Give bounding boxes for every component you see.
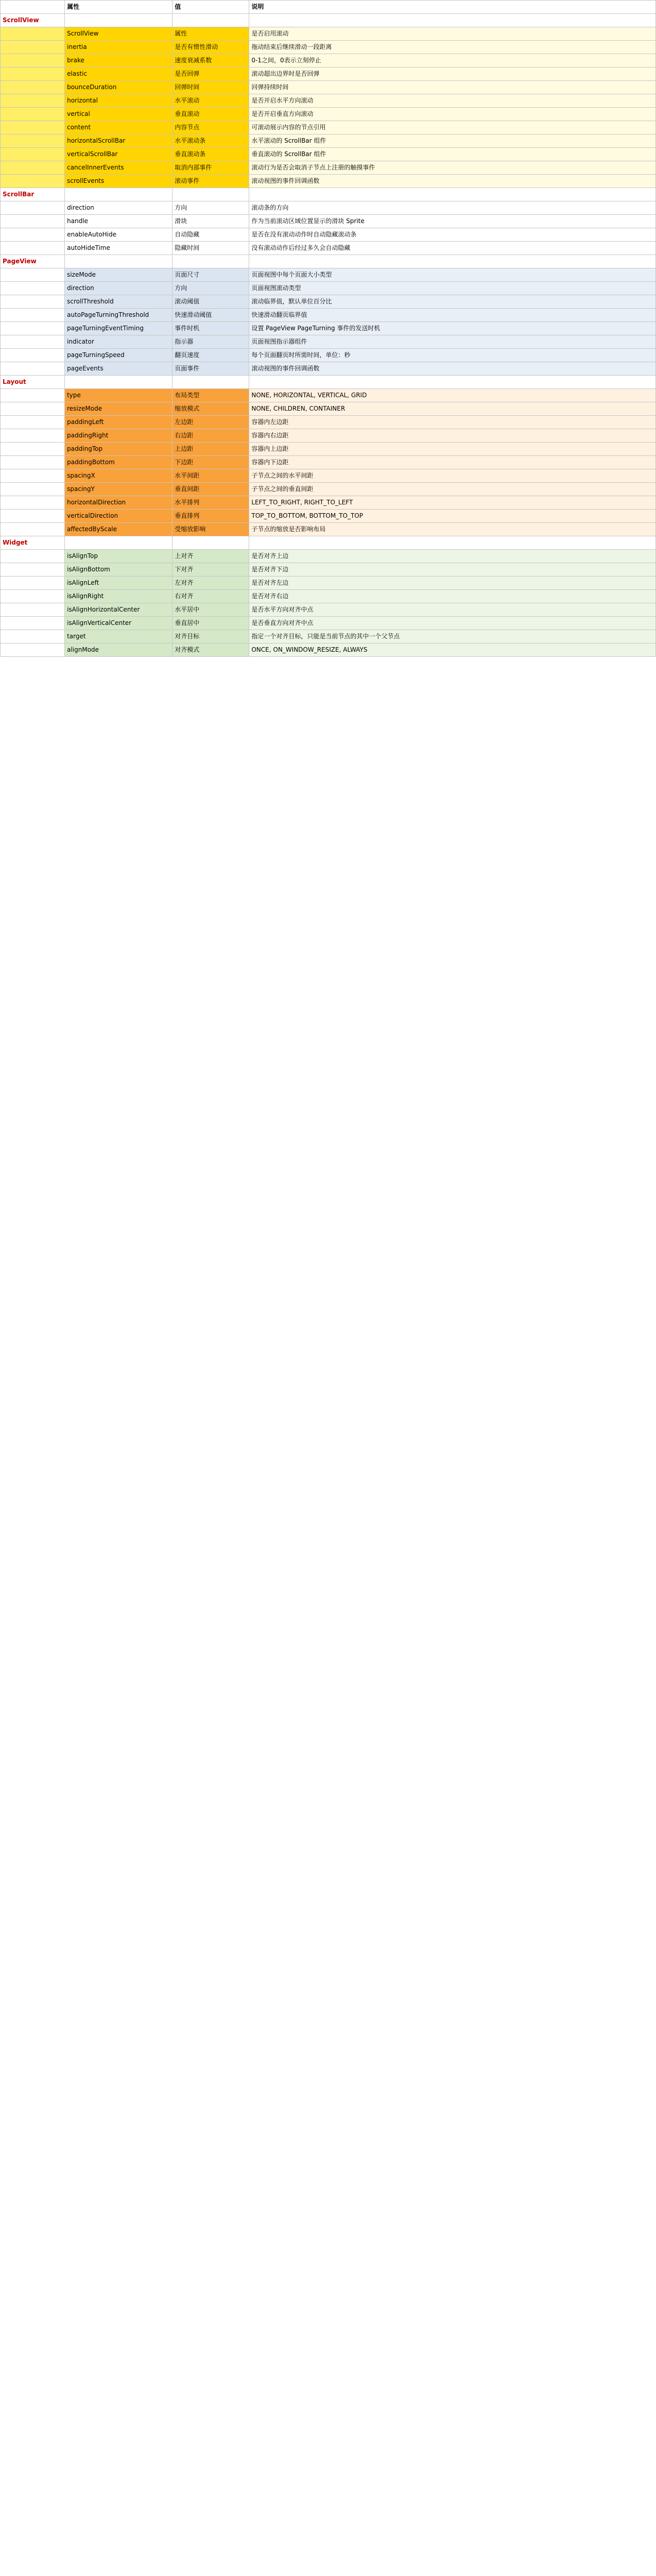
row-gutter-cell bbox=[1, 389, 65, 402]
property-table-body bbox=[1, 1, 656, 657]
property-cell: ScrollView bbox=[65, 27, 172, 41]
table-row bbox=[1, 416, 656, 429]
table-row bbox=[1, 215, 656, 228]
description-cell: 滚动视图的事件回调函数 bbox=[249, 175, 656, 188]
description-cell: 容器内下边距 bbox=[249, 456, 656, 469]
row-gutter-cell bbox=[1, 483, 65, 496]
empty-cell bbox=[65, 536, 172, 550]
table-row bbox=[1, 282, 656, 295]
value-cell: 对齐模式 bbox=[172, 643, 249, 657]
row-gutter-cell bbox=[1, 27, 65, 41]
description-cell: 回弹持续时间 bbox=[249, 81, 656, 94]
description-cell: 没有滚动动作后经过多久会自动隐藏 bbox=[249, 242, 656, 255]
property-cell: isAlignBottom bbox=[65, 563, 172, 577]
property-cell: cancelInnerEvents bbox=[65, 161, 172, 175]
description-cell: 子节点之间的垂直间距 bbox=[249, 483, 656, 496]
description-cell: TOP_TO_BOTTOM, BOTTOM_TO_TOP bbox=[249, 510, 656, 523]
property-cell: scrollEvents bbox=[65, 175, 172, 188]
row-gutter-cell bbox=[1, 443, 65, 456]
row-gutter-cell bbox=[1, 121, 65, 134]
table-row bbox=[1, 456, 656, 469]
empty-cell bbox=[249, 536, 656, 550]
description-cell: 滚动条的方向 bbox=[249, 201, 656, 215]
table-row bbox=[1, 242, 656, 255]
description-cell: 垂直滚动的 ScrollBar 组件 bbox=[249, 148, 656, 161]
table-row bbox=[1, 27, 656, 41]
property-cell: paddingLeft bbox=[65, 416, 172, 429]
section-title: Layout bbox=[1, 376, 65, 389]
description-cell: 容器内左边距 bbox=[249, 416, 656, 429]
value-cell: 受缩放影响 bbox=[172, 523, 249, 536]
table-row bbox=[1, 295, 656, 309]
property-cell: resizeMode bbox=[65, 402, 172, 416]
description-cell: 作为当前滚动区域位置显示的滑块 Sprite bbox=[249, 215, 656, 228]
value-cell: 垂直排列 bbox=[172, 510, 249, 523]
table-row bbox=[1, 550, 656, 563]
empty-cell bbox=[249, 14, 656, 27]
table-row bbox=[1, 161, 656, 175]
row-gutter-cell bbox=[1, 282, 65, 295]
section-title: ScrollBar bbox=[1, 188, 65, 201]
description-cell: 子节点之间的水平间距 bbox=[249, 469, 656, 483]
description-cell: 容器内右边距 bbox=[249, 429, 656, 443]
table-row bbox=[1, 590, 656, 603]
value-cell: 隐藏时间 bbox=[172, 242, 249, 255]
value-cell: 左对齐 bbox=[172, 577, 249, 590]
value-cell: 自动隐藏 bbox=[172, 228, 249, 242]
description-cell: 可滚动展示内容的节点引用 bbox=[249, 121, 656, 134]
table-row bbox=[1, 483, 656, 496]
value-cell: 水平滚动 bbox=[172, 94, 249, 108]
row-gutter-cell bbox=[1, 577, 65, 590]
section-row bbox=[1, 536, 656, 550]
section-row bbox=[1, 188, 656, 201]
description-cell: 容器内上边距 bbox=[249, 443, 656, 456]
value-cell: 水平居中 bbox=[172, 603, 249, 617]
property-cell: horizontalScrollBar bbox=[65, 134, 172, 148]
value-cell: 右对齐 bbox=[172, 590, 249, 603]
description-cell: 指定一个对齐目标，只能是当前节点的其中一个父节点 bbox=[249, 630, 656, 643]
property-cell: pageTurningEventTiming bbox=[65, 322, 172, 335]
value-cell: 是否回弹 bbox=[172, 67, 249, 81]
row-gutter-cell bbox=[1, 54, 65, 67]
table-row bbox=[1, 617, 656, 630]
property-cell: paddingBottom bbox=[65, 456, 172, 469]
empty-cell bbox=[65, 255, 172, 268]
value-cell: 缩放模式 bbox=[172, 402, 249, 416]
table-row bbox=[1, 443, 656, 456]
row-gutter-cell bbox=[1, 643, 65, 657]
row-gutter-cell bbox=[1, 81, 65, 94]
row-gutter-cell bbox=[1, 416, 65, 429]
row-gutter-cell bbox=[1, 295, 65, 309]
description-cell: 页面视图指示器组件 bbox=[249, 335, 656, 349]
row-gutter-cell bbox=[1, 148, 65, 161]
row-gutter-cell bbox=[1, 134, 65, 148]
description-cell: 滚动行为是否会取消子节点上注册的触摸事件 bbox=[249, 161, 656, 175]
header-cell-section bbox=[1, 1, 65, 14]
description-cell: 是否对齐左边 bbox=[249, 577, 656, 590]
value-cell: 取消内部事件 bbox=[172, 161, 249, 175]
property-cell: horizontal bbox=[65, 94, 172, 108]
value-cell: 方向 bbox=[172, 201, 249, 215]
description-cell: 是否水平方向对齐中点 bbox=[249, 603, 656, 617]
row-gutter-cell bbox=[1, 510, 65, 523]
table-row bbox=[1, 429, 656, 443]
property-cell: indicator bbox=[65, 335, 172, 349]
value-cell: 布局类型 bbox=[172, 389, 249, 402]
row-gutter-cell bbox=[1, 402, 65, 416]
empty-cell bbox=[65, 14, 172, 27]
property-cell: pageTurningSpeed bbox=[65, 349, 172, 362]
description-cell: NONE, CHILDREN, CONTAINER bbox=[249, 402, 656, 416]
row-gutter-cell bbox=[1, 242, 65, 255]
table-row bbox=[1, 134, 656, 148]
table-row bbox=[1, 268, 656, 282]
description-cell: 是否开启水平方向滚动 bbox=[249, 94, 656, 108]
table-row bbox=[1, 510, 656, 523]
property-cell: handle bbox=[65, 215, 172, 228]
empty-cell bbox=[65, 188, 172, 201]
value-cell: 回弹时间 bbox=[172, 81, 249, 94]
row-gutter-cell bbox=[1, 496, 65, 510]
row-gutter-cell bbox=[1, 362, 65, 376]
row-gutter-cell bbox=[1, 349, 65, 362]
property-cell: isAlignRight bbox=[65, 590, 172, 603]
row-gutter-cell bbox=[1, 630, 65, 643]
row-gutter-cell bbox=[1, 550, 65, 563]
table-row bbox=[1, 389, 656, 402]
description-cell: 水平滚动的 ScrollBar 组件 bbox=[249, 134, 656, 148]
description-cell: 是否对齐右边 bbox=[249, 590, 656, 603]
description-cell: ONCE, ON_WINDOW_RESIZE, ALWAYS bbox=[249, 643, 656, 657]
value-cell: 下边距 bbox=[172, 456, 249, 469]
row-gutter-cell bbox=[1, 429, 65, 443]
row-gutter-cell bbox=[1, 215, 65, 228]
row-gutter-cell bbox=[1, 335, 65, 349]
table-row bbox=[1, 523, 656, 536]
value-cell: 上对齐 bbox=[172, 550, 249, 563]
header-cell-description: 说明 bbox=[249, 1, 656, 14]
row-gutter-cell bbox=[1, 523, 65, 536]
property-table bbox=[0, 0, 656, 657]
header-row bbox=[1, 1, 656, 14]
table-row bbox=[1, 67, 656, 81]
row-gutter-cell bbox=[1, 228, 65, 242]
property-cell: isAlignHorizontalCenter bbox=[65, 603, 172, 617]
property-cell: scrollThreshold bbox=[65, 295, 172, 309]
table-row bbox=[1, 121, 656, 134]
section-title: ScrollView bbox=[1, 14, 65, 27]
table-row bbox=[1, 322, 656, 335]
property-cell: paddingTop bbox=[65, 443, 172, 456]
table-row bbox=[1, 402, 656, 416]
row-gutter-cell bbox=[1, 322, 65, 335]
table-row bbox=[1, 603, 656, 617]
value-cell: 水平间距 bbox=[172, 469, 249, 483]
value-cell: 属性 bbox=[172, 27, 249, 41]
row-gutter-cell bbox=[1, 617, 65, 630]
property-cell: autoHideTime bbox=[65, 242, 172, 255]
table-row bbox=[1, 563, 656, 577]
value-cell: 垂直间距 bbox=[172, 483, 249, 496]
property-cell: direction bbox=[65, 201, 172, 215]
value-cell: 水平滚动条 bbox=[172, 134, 249, 148]
value-cell: 页面尺寸 bbox=[172, 268, 249, 282]
row-gutter-cell bbox=[1, 469, 65, 483]
description-cell: 是否对齐上边 bbox=[249, 550, 656, 563]
value-cell: 内容节点 bbox=[172, 121, 249, 134]
empty-cell bbox=[172, 376, 249, 389]
table-row bbox=[1, 630, 656, 643]
description-cell: 是否启用滚动 bbox=[249, 27, 656, 41]
property-cell: enableAutoHide bbox=[65, 228, 172, 242]
property-cell: type bbox=[65, 389, 172, 402]
property-cell: bounceDuration bbox=[65, 81, 172, 94]
section-title: Widget bbox=[1, 536, 65, 550]
property-cell: horizontalDirection bbox=[65, 496, 172, 510]
description-cell: 滚动视图的事件回调函数 bbox=[249, 362, 656, 376]
section-row bbox=[1, 376, 656, 389]
description-cell: 是否垂直方向对齐中点 bbox=[249, 617, 656, 630]
empty-cell bbox=[172, 14, 249, 27]
property-cell: alignMode bbox=[65, 643, 172, 657]
empty-cell bbox=[172, 188, 249, 201]
value-cell: 快速滑动阈值 bbox=[172, 309, 249, 322]
value-cell: 滚动事件 bbox=[172, 175, 249, 188]
value-cell: 是否有惯性滑动 bbox=[172, 41, 249, 54]
value-cell: 页面事件 bbox=[172, 362, 249, 376]
table-row bbox=[1, 362, 656, 376]
table-row bbox=[1, 577, 656, 590]
property-cell: verticalDirection bbox=[65, 510, 172, 523]
value-cell: 指示器 bbox=[172, 335, 249, 349]
row-gutter-cell bbox=[1, 201, 65, 215]
description-cell: 页面视图中每个页面大小类型 bbox=[249, 268, 656, 282]
property-cell: isAlignTop bbox=[65, 550, 172, 563]
spreadsheet bbox=[0, 0, 656, 657]
value-cell: 速度衰减系数 bbox=[172, 54, 249, 67]
table-row bbox=[1, 201, 656, 215]
value-cell: 上边距 bbox=[172, 443, 249, 456]
description-cell: 设置 PageView PageTurning 事件的发送时机 bbox=[249, 322, 656, 335]
description-cell: LEFT_TO_RIGHT, RIGHT_TO_LEFT bbox=[249, 496, 656, 510]
table-row bbox=[1, 349, 656, 362]
table-row bbox=[1, 54, 656, 67]
table-row bbox=[1, 335, 656, 349]
value-cell: 翻页速度 bbox=[172, 349, 249, 362]
row-gutter-cell bbox=[1, 309, 65, 322]
value-cell: 垂直居中 bbox=[172, 617, 249, 630]
header-cell-property: 属性 bbox=[65, 1, 172, 14]
description-cell: 页面视图滚动类型 bbox=[249, 282, 656, 295]
section-title: PageView bbox=[1, 255, 65, 268]
property-cell: spacingY bbox=[65, 483, 172, 496]
property-cell: verticalScrollBar bbox=[65, 148, 172, 161]
description-cell: 快速滑动翻页临界值 bbox=[249, 309, 656, 322]
property-cell: content bbox=[65, 121, 172, 134]
property-cell: sizeMode bbox=[65, 268, 172, 282]
row-gutter-cell bbox=[1, 175, 65, 188]
table-row bbox=[1, 309, 656, 322]
description-cell: 是否对齐下边 bbox=[249, 563, 656, 577]
empty-cell bbox=[249, 376, 656, 389]
row-gutter-cell bbox=[1, 268, 65, 282]
property-cell: isAlignLeft bbox=[65, 577, 172, 590]
property-cell: pageEvents bbox=[65, 362, 172, 376]
row-gutter-cell bbox=[1, 108, 65, 121]
value-cell: 左边距 bbox=[172, 416, 249, 429]
table-row bbox=[1, 148, 656, 161]
property-cell: isAlignVerticalCenter bbox=[65, 617, 172, 630]
value-cell: 对齐目标 bbox=[172, 630, 249, 643]
property-cell: target bbox=[65, 630, 172, 643]
property-cell: brake bbox=[65, 54, 172, 67]
table-row bbox=[1, 81, 656, 94]
empty-cell bbox=[249, 188, 656, 201]
row-gutter-cell bbox=[1, 94, 65, 108]
description-cell: 是否开启垂直方向滚动 bbox=[249, 108, 656, 121]
property-cell: elastic bbox=[65, 67, 172, 81]
value-cell: 事件时机 bbox=[172, 322, 249, 335]
row-gutter-cell bbox=[1, 563, 65, 577]
value-cell: 滚动阈值 bbox=[172, 295, 249, 309]
row-gutter-cell bbox=[1, 161, 65, 175]
empty-cell bbox=[172, 255, 249, 268]
description-cell: 是否在没有滚动动作时自动隐藏滚动条 bbox=[249, 228, 656, 242]
row-gutter-cell bbox=[1, 603, 65, 617]
value-cell: 滑块 bbox=[172, 215, 249, 228]
property-cell: spacingX bbox=[65, 469, 172, 483]
property-cell: inertia bbox=[65, 41, 172, 54]
description-cell: NONE, HORIZONTAL, VERTICAL, GRID bbox=[249, 389, 656, 402]
row-gutter-cell bbox=[1, 41, 65, 54]
row-gutter-cell bbox=[1, 67, 65, 81]
empty-cell bbox=[65, 376, 172, 389]
value-cell: 下对齐 bbox=[172, 563, 249, 577]
description-cell: 0-1之间，0表示立刻停止 bbox=[249, 54, 656, 67]
property-cell: vertical bbox=[65, 108, 172, 121]
description-cell: 滚动超出边界时是否回弹 bbox=[249, 67, 656, 81]
table-row bbox=[1, 469, 656, 483]
section-row bbox=[1, 14, 656, 27]
value-cell: 右边距 bbox=[172, 429, 249, 443]
empty-cell bbox=[249, 255, 656, 268]
value-cell: 垂直滚动条 bbox=[172, 148, 249, 161]
description-cell: 子节点的缩放是否影响布局 bbox=[249, 523, 656, 536]
value-cell: 水平排列 bbox=[172, 496, 249, 510]
property-cell: affectedByScale bbox=[65, 523, 172, 536]
description-cell: 滚动临界值，默认单位百分比 bbox=[249, 295, 656, 309]
table-row bbox=[1, 94, 656, 108]
row-gutter-cell bbox=[1, 590, 65, 603]
header-cell-value: 值 bbox=[172, 1, 249, 14]
empty-cell bbox=[172, 536, 249, 550]
table-row bbox=[1, 643, 656, 657]
table-row bbox=[1, 496, 656, 510]
table-row bbox=[1, 108, 656, 121]
description-cell: 拖动结束后继续滑动一段距离 bbox=[249, 41, 656, 54]
value-cell: 垂直滚动 bbox=[172, 108, 249, 121]
property-cell: paddingRight bbox=[65, 429, 172, 443]
description-cell: 每个页面翻页时所需时间，单位：秒 bbox=[249, 349, 656, 362]
property-cell: autoPageTurningThreshold bbox=[65, 309, 172, 322]
section-row bbox=[1, 255, 656, 268]
table-row bbox=[1, 41, 656, 54]
table-row bbox=[1, 228, 656, 242]
row-gutter-cell bbox=[1, 456, 65, 469]
property-cell: direction bbox=[65, 282, 172, 295]
table-row bbox=[1, 175, 656, 188]
value-cell: 方向 bbox=[172, 282, 249, 295]
